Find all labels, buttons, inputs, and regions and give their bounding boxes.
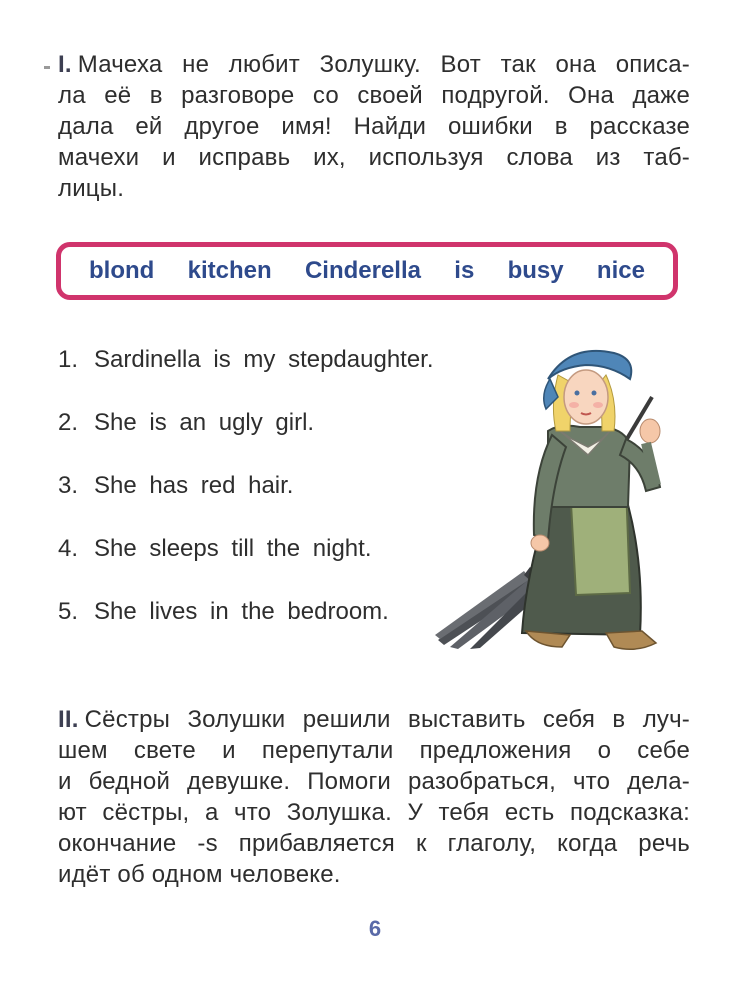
sentence-item [58, 345, 434, 408]
task-2-line: окончание -s прибавляется к глаголу, когда речь [58, 830, 690, 857]
word-table-item: is [454, 257, 475, 284]
sentence-number: 3. [58, 472, 79, 499]
left-cheek [569, 402, 579, 408]
task-2-line: идёт об одном человеке. [58, 861, 341, 888]
task-2-line: ют сёстры, а что Золушка. У тебя есть подсказка: [58, 799, 690, 826]
sentence-text: Sardinella is my stepdaughter. [94, 346, 434, 373]
task-2-line: шем свете и перепутали предложения о себе [58, 737, 690, 764]
task-1-line: дала ей другое имя! Найди ошибки в рассказе [58, 113, 690, 140]
face [564, 370, 608, 424]
sentence-number: 1. [58, 346, 79, 373]
right-shoe [606, 631, 656, 649]
sentence-number: 2. [58, 409, 79, 436]
sentence-number: 5. [58, 598, 79, 625]
page-number: 6 [368, 916, 382, 941]
task-2-line: II. Сёстры Золушки решили выставить себя в луч- [58, 706, 690, 733]
word-table-item: busy [507, 257, 564, 284]
task-1-instructions [58, 49, 690, 204]
sentence-number: 4. [58, 535, 79, 562]
task-2-numeral: II. [58, 706, 79, 733]
word-table-item: blond [89, 257, 155, 284]
task-1-numeral: I. [58, 51, 72, 78]
sentence-text: She has red hair. [94, 472, 294, 499]
task-2-instructions [58, 704, 690, 890]
task-1-line: ла её в разговоре со своей подругой. Она даже [58, 82, 690, 109]
sentence-item [58, 597, 434, 660]
right-eye [592, 391, 597, 396]
right-hand [640, 419, 660, 443]
sentence-text: She is an ugly girl. [94, 409, 315, 436]
margin-mark [44, 66, 50, 69]
left-hand [531, 535, 549, 551]
task-1-line: лицы. [58, 175, 125, 202]
cinderella-sweeping-illustration [430, 335, 720, 665]
sentence-item [58, 408, 434, 471]
task-2-line: и бедной девушке. Помоги разобраться, что дела- [58, 768, 690, 795]
sentence-item [58, 471, 434, 534]
task-1-line: I. Мачеха не любит Золушку. Вот так она описа- [58, 51, 690, 78]
word-table-item: Cinderella [304, 257, 421, 284]
task-1-line: мачехи и исправь их, используя слова из таб- [58, 144, 690, 171]
sentence-list [58, 345, 434, 660]
left-eye [575, 391, 580, 396]
sentence-item [58, 534, 434, 597]
sentence-text: She lives in the bedroom. [94, 598, 389, 625]
word-table [56, 242, 678, 300]
word-table-item: nice [596, 257, 645, 284]
right-cheek [593, 402, 603, 408]
sentence-text: She sleeps till the night. [94, 535, 372, 562]
word-table-item: kitchen [187, 257, 272, 284]
